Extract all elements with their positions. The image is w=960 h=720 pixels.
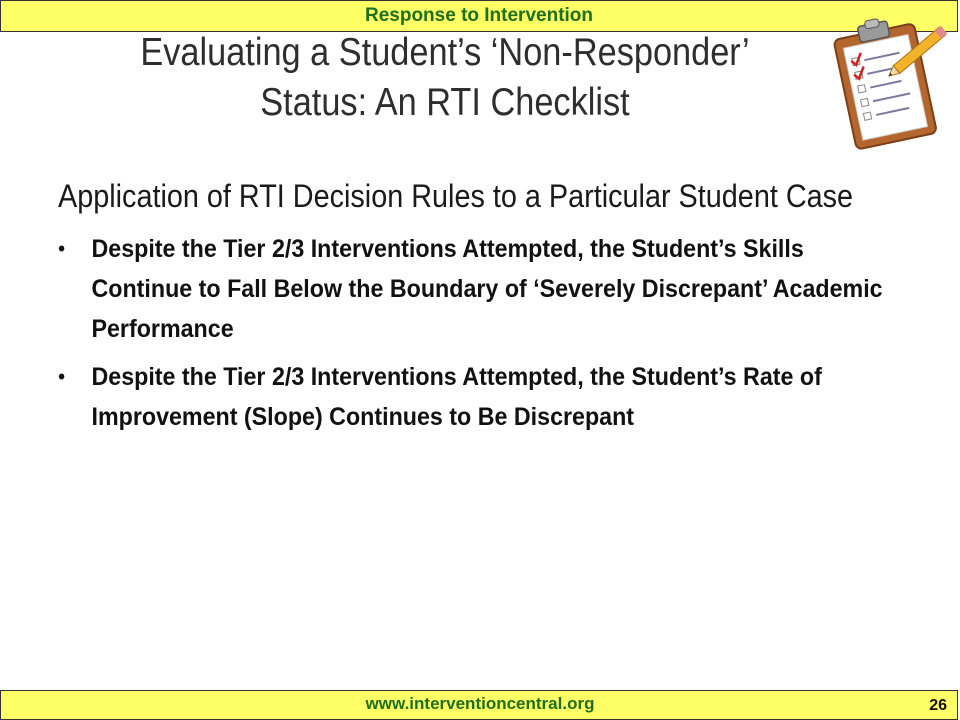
bullet-text: Despite the Tier 2/3 Interventions Attempted, the Student’s Rate of Improvement (Slope) Continues to Be Discrepant — [91, 363, 822, 431]
list-item — [58, 229, 910, 349]
clipboard-checklist-icon — [822, 10, 952, 150]
page-number: 26 — [929, 697, 947, 714]
list-item — [58, 357, 910, 437]
slide-subheading: Application of RTI Decision Rules to a Particular Student Case — [58, 178, 854, 214]
slide-title-line-2: Status: An RTI Checklist — [260, 81, 630, 124]
bullet-list — [58, 229, 918, 437]
bottom-banner — [0, 690, 958, 720]
bullet-text: Despite the Tier 2/3 Interventions Attempted, the Student’s Skills Continue to Fall Below the Boundary of ‘Severely Discrepant’ Academic Performance — [91, 235, 883, 343]
bullet-icon: • — [58, 236, 66, 261]
bullet-icon: • — [58, 364, 66, 389]
slide-title — [106, 28, 784, 128]
slide-title-line-1: Evaluating a Student’s ‘Non-Responder’ — [140, 31, 750, 74]
slide-body — [58, 175, 918, 445]
footer-url-link[interactable]: www.interventioncentral.org — [365, 694, 595, 713]
banner-title: Response to Intervention — [364, 5, 594, 26]
